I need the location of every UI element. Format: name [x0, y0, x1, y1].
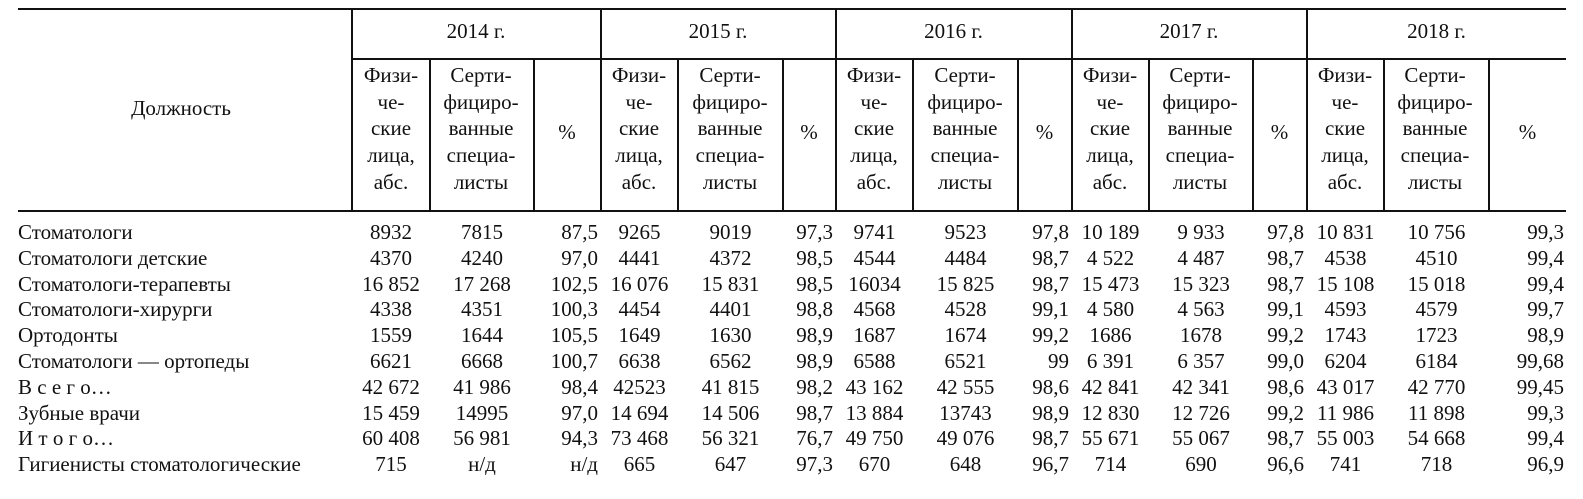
year-header: 2014 г. — [446, 19, 506, 43]
certified-specialists-cell: 4579 — [1415, 297, 1458, 322]
certified-specialists-cell: 10 756 — [1407, 220, 1466, 244]
row-label: Стоматологи-терапевты — [18, 271, 231, 296]
certified-specialists-cell: 690 — [1185, 452, 1217, 477]
table-row — [0, 425, 1583, 451]
physical-persons-cell: 1649 — [618, 323, 661, 348]
percent-header: % — [1518, 120, 1537, 144]
certified-specialists-cell: 6668 — [461, 349, 503, 373]
percent-cell: 98,8 — [796, 297, 833, 322]
certified-specialists-cell: н/д — [468, 452, 496, 477]
certified-specialists-cell: 49 076 — [936, 426, 995, 451]
table-row — [0, 348, 1583, 374]
percent-cell: 100,7 — [550, 349, 598, 373]
percent-cell: 97,3 — [796, 452, 833, 477]
physical-persons-cell: 6588 — [853, 349, 896, 373]
physical-persons-cell: 16 076 — [610, 271, 669, 296]
percent-cell: 99,3 — [1527, 400, 1564, 425]
certified-specialists-cell: 1630 — [709, 323, 752, 348]
row-label: Гигиенисты стоматологические — [18, 452, 301, 477]
certified-specialists-header: Серти- фициро- ванные специа- листы — [927, 63, 1003, 194]
percent-cell: 98,9 — [1032, 400, 1069, 425]
percent-cell: 98,7 — [1267, 426, 1304, 451]
percent-cell: 99,4 — [1527, 271, 1564, 296]
row-label-header: Должность — [131, 96, 231, 120]
physical-persons-header: Физи- че- ские лица, абс. — [611, 63, 667, 194]
certified-specialists-cell: 14 506 — [701, 400, 760, 425]
physical-persons-cell: 12 830 — [1081, 400, 1140, 425]
physical-persons-cell: 16034 — [848, 271, 901, 296]
table-row — [0, 322, 1583, 348]
physical-persons-cell: 4370 — [370, 245, 412, 270]
physical-persons-cell: 1559 — [370, 323, 412, 348]
certified-specialists-cell: 4528 — [944, 297, 987, 322]
percent-cell: 99,1 — [1267, 297, 1304, 322]
row-label: И т о г о… — [18, 426, 114, 451]
row-label: Ортодонты — [18, 323, 118, 348]
physical-persons-cell: 4544 — [853, 245, 896, 270]
physical-persons-cell: 49 750 — [845, 426, 904, 451]
certified-specialists-cell: 4240 — [461, 245, 503, 270]
table-row — [0, 245, 1583, 271]
percent-cell: 98,6 — [1032, 374, 1069, 399]
physical-persons-cell: 14 694 — [610, 400, 669, 425]
percent-cell: 99,0 — [1267, 349, 1304, 373]
certified-specialists-cell: 4510 — [1415, 245, 1458, 270]
percent-cell: 76,7 — [796, 426, 833, 451]
table-top-rule — [18, 8, 1566, 10]
percent-cell: 98,6 — [1267, 374, 1304, 399]
table-row — [0, 374, 1583, 400]
physical-persons-cell: 55 671 — [1081, 426, 1140, 451]
certified-specialists-cell: 9 933 — [1177, 220, 1225, 244]
percent-cell: н/д — [570, 452, 598, 477]
percent-cell: 98,7 — [796, 400, 833, 425]
physical-persons-cell: 9741 — [853, 220, 896, 244]
physical-persons-cell: 8932 — [370, 220, 412, 244]
certified-specialists-cell: 6 357 — [1177, 349, 1225, 373]
certified-specialists-cell: 9019 — [709, 220, 752, 244]
table-row — [0, 219, 1583, 245]
certified-specialists-cell: 6521 — [944, 349, 987, 373]
physical-persons-cell: 4538 — [1324, 245, 1367, 270]
percent-cell: 99,2 — [1267, 400, 1304, 425]
certified-specialists-cell: 15 323 — [1172, 271, 1230, 296]
certified-specialists-cell: 718 — [1420, 452, 1453, 477]
certified-specialists-cell: 9523 — [944, 220, 987, 244]
certified-specialists-cell: 11 898 — [1408, 400, 1465, 425]
percent-cell: 98,9 — [796, 323, 833, 348]
certified-specialists-header: Серти- фициро- ванные специа- листы — [1397, 63, 1473, 194]
percent-cell: 97,8 — [1267, 220, 1304, 244]
physical-persons-cell: 6621 — [370, 349, 412, 373]
certified-specialists-cell: 4351 — [461, 297, 503, 322]
table-row — [0, 451, 1583, 477]
table-row — [0, 296, 1583, 322]
percent-cell: 98,7 — [1032, 271, 1069, 296]
certified-specialists-cell: 6184 — [1415, 349, 1458, 373]
certified-specialists-cell: 41 815 — [701, 374, 760, 399]
certified-specialists-cell: 42 555 — [936, 374, 995, 399]
physical-persons-cell: 43 162 — [845, 374, 904, 399]
physical-persons-cell: 714 — [1094, 452, 1127, 477]
physical-persons-cell: 4441 — [618, 245, 661, 270]
physical-persons-cell: 43 017 — [1316, 374, 1375, 399]
percent-cell: 87,5 — [561, 220, 598, 244]
certified-specialists-cell: 4484 — [944, 245, 987, 270]
percent-cell: 99,3 — [1527, 220, 1564, 244]
table-row — [0, 400, 1583, 426]
certified-specialists-cell: 17 268 — [453, 271, 511, 296]
certified-specialists-cell: 15 831 — [701, 271, 760, 296]
percent-header: % — [800, 120, 818, 144]
percent-cell: 99,4 — [1527, 426, 1564, 451]
physical-persons-cell: 10 831 — [1316, 220, 1375, 244]
physical-persons-cell: 10 189 — [1081, 220, 1140, 244]
percent-cell: 98,7 — [1032, 245, 1069, 270]
certified-specialists-cell: 56 981 — [453, 426, 511, 451]
header-bottom-rule — [18, 210, 1566, 212]
physical-persons-cell: 715 — [375, 452, 407, 477]
physical-persons-cell: 665 — [623, 452, 656, 477]
percent-cell: 99,7 — [1527, 297, 1564, 322]
physical-persons-cell: 60 408 — [362, 426, 420, 451]
certified-specialists-cell: 13743 — [939, 400, 992, 425]
row-label: В с е г о… — [18, 374, 112, 399]
year-header: 2018 г. — [1407, 19, 1466, 43]
certified-specialists-header: Серти- фициро- ванные специа- листы — [1162, 63, 1238, 194]
certified-specialists-cell: 1674 — [944, 323, 987, 348]
certified-specialists-cell: 15 018 — [1407, 271, 1466, 296]
certified-specialists-cell: 1678 — [1180, 323, 1222, 348]
certified-specialists-cell: 14995 — [455, 400, 509, 425]
certified-specialists-cell: 7815 — [461, 220, 503, 244]
certified-specialists-cell: 41 986 — [453, 374, 511, 399]
percent-cell: 98,9 — [796, 349, 833, 373]
physical-persons-header: Физи- че- ские лица, абс. — [846, 63, 902, 194]
certified-specialists-cell: 1723 — [1415, 323, 1458, 348]
percent-cell: 99,45 — [1516, 374, 1564, 399]
row-label: Стоматологи — ортопеды — [18, 349, 250, 373]
certified-specialists-header: Серти- фициро- ванные специа- листы — [692, 63, 768, 194]
percent-cell: 98,2 — [796, 374, 833, 399]
certified-specialists-cell: 42 341 — [1172, 374, 1230, 399]
row-label: Стоматологи-хирурги — [18, 297, 213, 322]
percent-cell: 98,4 — [561, 374, 598, 399]
certified-specialists-cell: 4401 — [709, 297, 752, 322]
percent-cell: 98,7 — [1032, 426, 1069, 451]
physical-persons-header: Физи- че- ские лица, абс. — [363, 63, 419, 194]
percent-cell: 98,5 — [796, 271, 833, 296]
row-label: Зубные врачи — [18, 400, 141, 425]
percent-cell: 98,5 — [796, 245, 833, 270]
certified-specialists-cell: 4372 — [709, 245, 752, 270]
physical-persons-cell: 15 459 — [362, 400, 420, 425]
physical-persons-cell: 6638 — [618, 349, 661, 373]
percent-cell: 100,3 — [550, 297, 598, 322]
percent-cell: 98,7 — [1267, 271, 1304, 296]
percent-cell: 98,7 — [1267, 245, 1304, 270]
row-label: Стоматологи — [18, 220, 133, 244]
percent-cell: 97,8 — [1032, 220, 1069, 244]
certified-specialists-cell: 647 — [714, 452, 747, 477]
percent-cell: 99,1 — [1032, 297, 1069, 322]
physical-persons-cell: 1743 — [1324, 323, 1367, 348]
percent-cell: 96,9 — [1527, 452, 1564, 477]
year-header: 2016 г. — [924, 19, 983, 43]
percent-cell: 96,6 — [1267, 452, 1304, 477]
physical-persons-cell: 73 468 — [610, 426, 669, 451]
percent-cell: 99,4 — [1527, 245, 1564, 270]
certified-specialists-cell: 15 825 — [936, 271, 995, 296]
certified-specialists-cell: 56 321 — [701, 426, 760, 451]
physical-persons-cell: 4 522 — [1086, 245, 1135, 270]
physical-persons-cell: 4568 — [853, 297, 896, 322]
physical-persons-cell: 15 473 — [1081, 271, 1140, 296]
physical-persons-cell: 1686 — [1089, 323, 1132, 348]
physical-persons-cell: 42 841 — [1081, 374, 1140, 399]
percent-cell: 94,3 — [561, 426, 598, 451]
certified-specialists-cell: 4 487 — [1177, 245, 1225, 270]
physical-persons-cell: 15 108 — [1316, 271, 1375, 296]
percent-cell: 96,7 — [1032, 452, 1069, 477]
physical-persons-header: Физи- че- ские лица, абс. — [1082, 63, 1138, 194]
physical-persons-cell: 4593 — [1324, 297, 1367, 322]
percent-cell: 105,5 — [550, 323, 598, 348]
physical-persons-cell: 13 884 — [845, 400, 904, 425]
certified-specialists-cell: 42 770 — [1407, 374, 1466, 399]
year-header: 2015 г. — [688, 19, 748, 43]
percent-cell: 99,2 — [1267, 323, 1304, 348]
physical-persons-cell: 1687 — [853, 323, 896, 348]
certified-specialists-cell: 55 067 — [1172, 426, 1230, 451]
physical-persons-cell: 741 — [1329, 452, 1362, 477]
percent-cell: 99,68 — [1516, 349, 1564, 373]
physical-persons-cell: 4 580 — [1086, 297, 1135, 322]
physical-persons-cell: 6 391 — [1086, 349, 1135, 373]
percent-cell: 98,9 — [1527, 323, 1564, 348]
physical-persons-cell: 4338 — [370, 297, 412, 322]
physical-persons-cell: 670 — [858, 452, 891, 477]
percent-header: % — [1270, 120, 1289, 144]
physical-persons-cell: 9265 — [618, 220, 661, 244]
physical-persons-header: Физи- че- ские лица, абс. — [1317, 63, 1373, 194]
certified-specialists-cell: 4 563 — [1177, 297, 1225, 322]
physical-persons-cell: 55 003 — [1316, 426, 1375, 451]
percent-header: % — [1035, 120, 1054, 144]
percent-cell: 99 — [1048, 349, 1069, 373]
percent-header: % — [558, 120, 576, 144]
physical-persons-cell: 42 672 — [362, 374, 420, 399]
physical-persons-cell: 16 852 — [362, 271, 420, 296]
row-label: Стоматологи детские — [18, 245, 208, 270]
certified-specialists-header: Серти- фициро- ванные специа- листы — [443, 63, 519, 194]
physical-persons-cell: 6204 — [1324, 349, 1367, 373]
percent-cell: 99,2 — [1032, 323, 1069, 348]
table-row — [0, 271, 1583, 297]
percent-cell: 97,3 — [796, 220, 833, 244]
percent-cell: 102,5 — [550, 271, 598, 296]
percent-cell: 97,0 — [561, 245, 598, 270]
physical-persons-cell: 11 986 — [1317, 400, 1374, 425]
year-header: 2017 г. — [1159, 19, 1219, 43]
physical-persons-cell: 4454 — [618, 297, 661, 322]
physical-persons-cell: 42523 — [613, 374, 666, 399]
certified-specialists-cell: 12 726 — [1172, 400, 1230, 425]
certified-specialists-cell: 6562 — [709, 349, 752, 373]
percent-cell: 97,0 — [561, 400, 598, 425]
certified-specialists-cell: 648 — [949, 452, 982, 477]
certified-specialists-cell: 54 668 — [1407, 426, 1466, 451]
certified-specialists-cell: 1644 — [461, 323, 503, 348]
